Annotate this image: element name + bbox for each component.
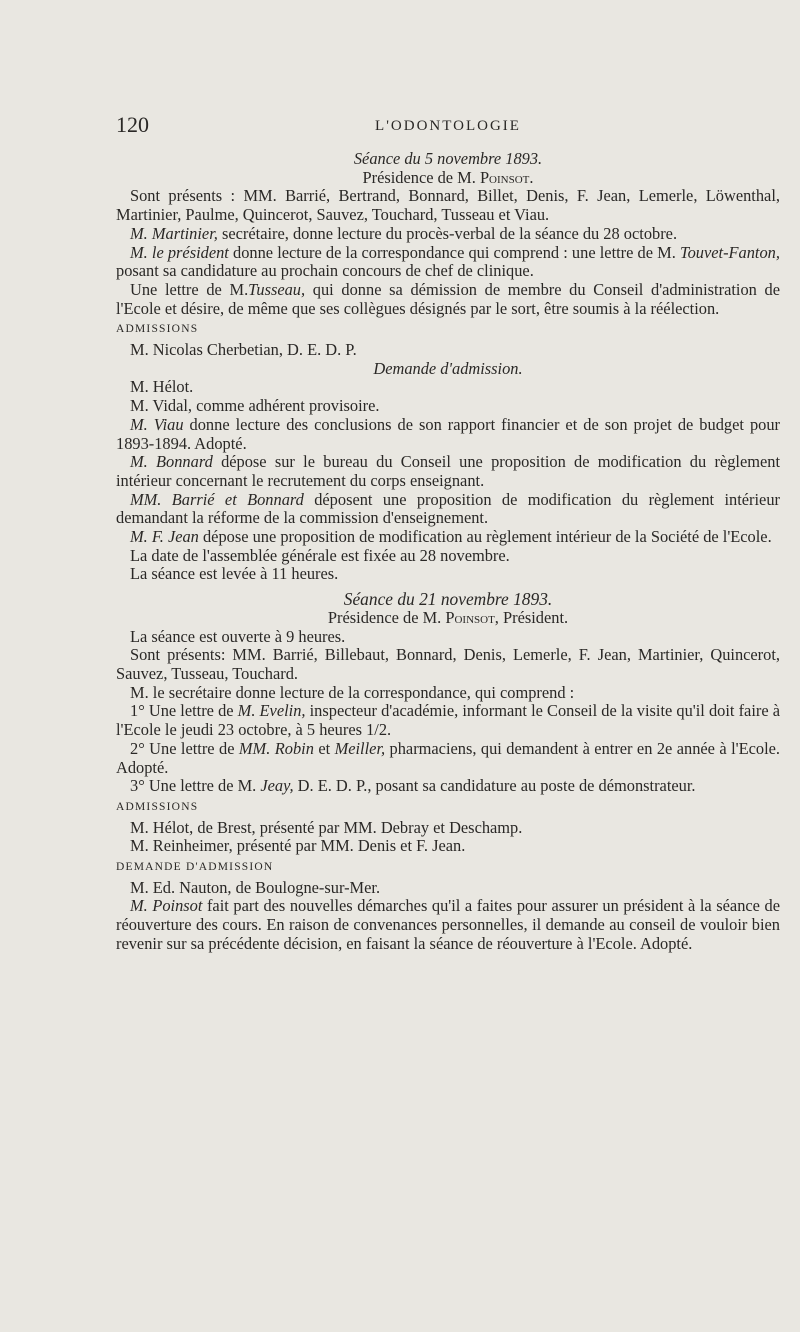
admission-entry: M. Reinheimer, présenté par MM. Denis et F. Jean. (130, 836, 466, 856)
session1-paragraph: La séance est levée à 11 heures. (130, 564, 339, 584)
session1-paragraph: M. Viau donne lecture des conclusions de son rapport financier et de son projet de budget pour 1893-1894. Adopté. (116, 414, 780, 453)
admission-entry: M. Nicolas Cherbetian, D. E. D. P. (130, 340, 357, 360)
demande-entry: M. Hélot. (130, 377, 194, 397)
admissions-heading: ADMISSIONS (116, 323, 199, 336)
correspondence-item: 3° Une lettre de M. Jeay, D. E. D. P., posant sa candidature au poste de démonstrateur. (130, 776, 696, 796)
correspondence-item: 1° Une lettre de M. Evelin, inspecteur d'académie, informant le Conseil de la visite qu'il doit faire à l'Ecole le jeudi 23 octobre, à 5 heures 1/2. (116, 701, 781, 740)
session2-paragraph: M. le secrétaire donne lecture de la correspondance, qui comprend : (130, 682, 575, 702)
session1-paragraph: M. F. Jean dépose une proposition de modification au règlement intérieur de la Société de l'Ecole. (130, 527, 772, 547)
demande-heading: Demande d'admission. (373, 358, 523, 378)
demande-entry: M. Vidal, comme adhérent provisoire. (130, 396, 380, 416)
session2-paragraph: La séance est ouverte à 9 heures. (130, 626, 346, 646)
session2-presidence: Présidence de M. Poinsot, Président. (327, 607, 569, 627)
page-body (116, 150, 780, 954)
demande-heading: DEMANDE D'ADMISSION (116, 861, 274, 874)
page-number: 120 (116, 112, 149, 137)
session1-paragraph: M. Bonnard dépose sur le bureau du Conseil une proposition de modification du règlement intérieur concernant le recrutement du corps enseignant. (116, 452, 780, 490)
session2-paragraph: M. Poinsot fait part des nouvelles démarches qu'il a faites pour assurer un président à la séance de réouverture des cours. En raison de convenances personnelles, il demande au conseil de vouloir bien revenir sur sa précédente décision, en faisant la séance de réouverture à l'Ecole. Adopté. (116, 896, 780, 953)
admissions-heading: ADMISSIONS (116, 800, 199, 813)
president-name: Poinsot (445, 607, 495, 627)
running-title: L'ODONTOLOGIE (375, 118, 521, 134)
correspondence-item: 2° Une lettre de MM. Robin et Meiller, pharmaciens, qui demandent à entrer en 2e année à l'Ecole. Adopté. (116, 738, 780, 777)
session2-present: Sont présents: MM. Barrié, Billebaut, Bonnard, Denis, Lemerle, F. Jean, Martinier, Quincerot, Sauvez, Tusseau, Touchard. (116, 645, 780, 683)
session1-paragraph: Une lettre de M.Tusseau, qui donne sa démission de membre du Conseil d'administration de l'Ecole et désire, de même que ses collègues désignés par le sort, être soumis à la réélection. (116, 279, 780, 318)
session1-present: Sont présents : MM. Barrié, Bertrand, Bonnard, Billet, Denis, F. Jean, Lemerle, Löwenthal, Martinier, Paulme, Quincerot, Sauvez, Touchard, Tusseau et Viau. (116, 186, 780, 225)
session1-paragraph: MM. Barrié et Bonnard déposent une proposition de modification du règlement intérieur demandant la réforme de la commission d'enseignement. (116, 489, 780, 528)
demande-entry: M. Ed. Nauton, de Boulogne-sur-Mer. (130, 877, 381, 897)
session1-paragraph: M. Martinier, secrétaire, donne lecture du procès-verbal de la séance du 28 octobre. (130, 223, 678, 243)
session1-title: Séance du 5 novembre 1893. (353, 149, 543, 168)
page-header (116, 112, 780, 142)
session2-title: Séance du 21 novembre 1893. (343, 589, 553, 610)
president-name: Poinsot. (479, 167, 534, 187)
admission-entry: M. Hélot, de Brest, présenté par MM. Debray et Deschamp. (130, 817, 523, 837)
session1-presidence: Présidence de M. Poinsot. (362, 167, 534, 187)
session1-paragraph: M. le président donne lecture de la correspondance qui comprend : une lettre de M. Touvet-Fanton, posant sa candidature au prochain concours de chef de clinique. (116, 242, 780, 281)
session1-paragraph: La date de l'assemblée générale est fixée au 28 novembre. (130, 545, 510, 565)
